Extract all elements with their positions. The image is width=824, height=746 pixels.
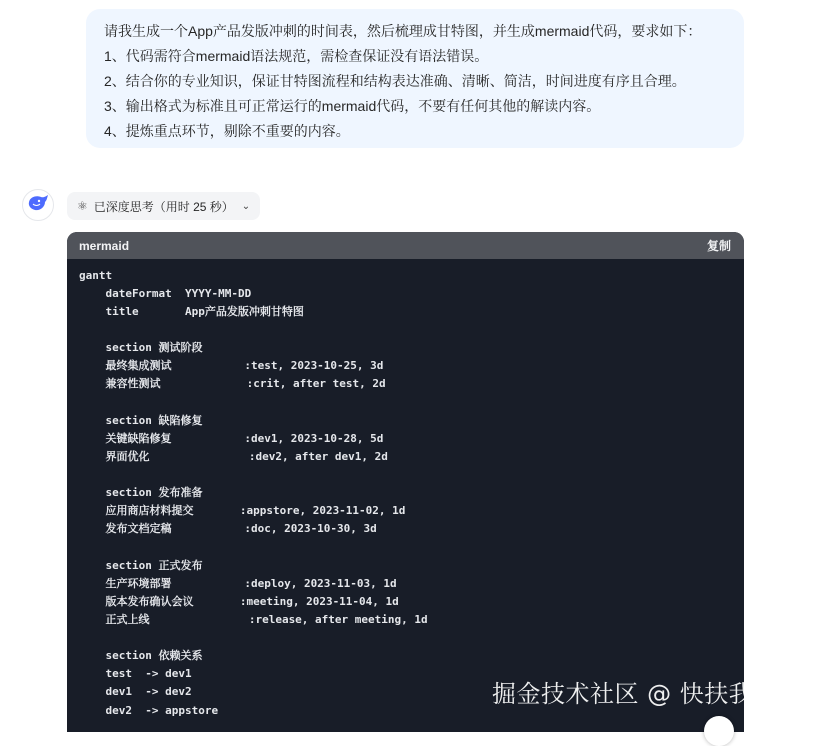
copy-button[interactable]: 复制 [706,239,731,253]
user-message-line: 4、提炼重点环节，剔除不重要的内容。 [104,123,350,139]
code-line: 生产环境部署 :deploy, 2023-11-03, 1d [79,577,397,590]
code-line: dateFormat YYYY-MM-DD [79,287,252,300]
code-line: 应用商店材料提交 :appstore, 2023-11-02, 1d [79,504,406,517]
code-line: section 发布准备 [79,486,203,499]
code-line: 兼容性测试 :crit, after test, 2d [79,377,386,390]
code-line: section 依赖关系 [79,649,203,662]
code-language-label: mermaid [79,238,130,253]
code-line: section 缺陷修复 [79,414,203,427]
code-line: 关键缺陷修复 :dev1, 2023-10-28, 5d [79,432,384,445]
watermark-text: 掘金技术社区 @ 快扶我起来 [492,680,803,708]
code-line: dev1 -> dev2 [79,685,192,698]
code-line: section 测试阶段 [79,341,203,354]
whale-icon [27,194,49,217]
code-block [67,232,744,732]
code-line: 最终集成测试 :test, 2023-10-25, 3d [79,359,384,372]
user-message-line: 请我生成一个App产品发版冲刺的时间表，然后梳理成甘特图，并生成mermaid代码，要求如下： [104,23,702,39]
deep-think-label: 已深度思考（用时 25 秒） [93,199,234,214]
code-line: gantt [79,269,113,282]
code-line: 正式上线 :release, after meeting, 1d [79,613,428,626]
code-line: title App产品发版冲刺甘特图 [79,305,304,318]
atom-icon: ⚛ [77,199,88,213]
code-line: test -> dev1 [79,667,192,680]
code-line: 发布文档定稿 :doc, 2023-10-30, 3d [79,522,377,535]
assistant-avatar [22,189,54,221]
code-header [67,232,744,259]
user-message-bubble [86,9,744,148]
user-message-line: 1、代码需符合mermaid语法规范，需检查保证没有语法错误。 [104,48,489,64]
deep-think-toggle[interactable] [67,192,260,220]
code-line: 界面优化 :dev2, after dev1, 2d [79,450,388,463]
scroll-to-bottom-button[interactable] [704,716,734,746]
code-line: section 正式发布 [79,559,203,572]
code-line: 版本发布确认会议 :meeting, 2023-11-04, 1d [79,595,399,608]
code-line: dev2 -> appstore [79,704,219,717]
user-message-line: 3、输出格式为标准且可正常运行的mermaid代码，不要有任何其他的解读内容。 [104,98,601,114]
code-body [79,267,744,732]
user-message-line: 2、结合你的专业知识，保证甘特图流程和结构表达准确、清晰、简洁，时间进度有序且合理。 [104,73,686,89]
chevron-down-icon: ⌄ [241,200,251,212]
